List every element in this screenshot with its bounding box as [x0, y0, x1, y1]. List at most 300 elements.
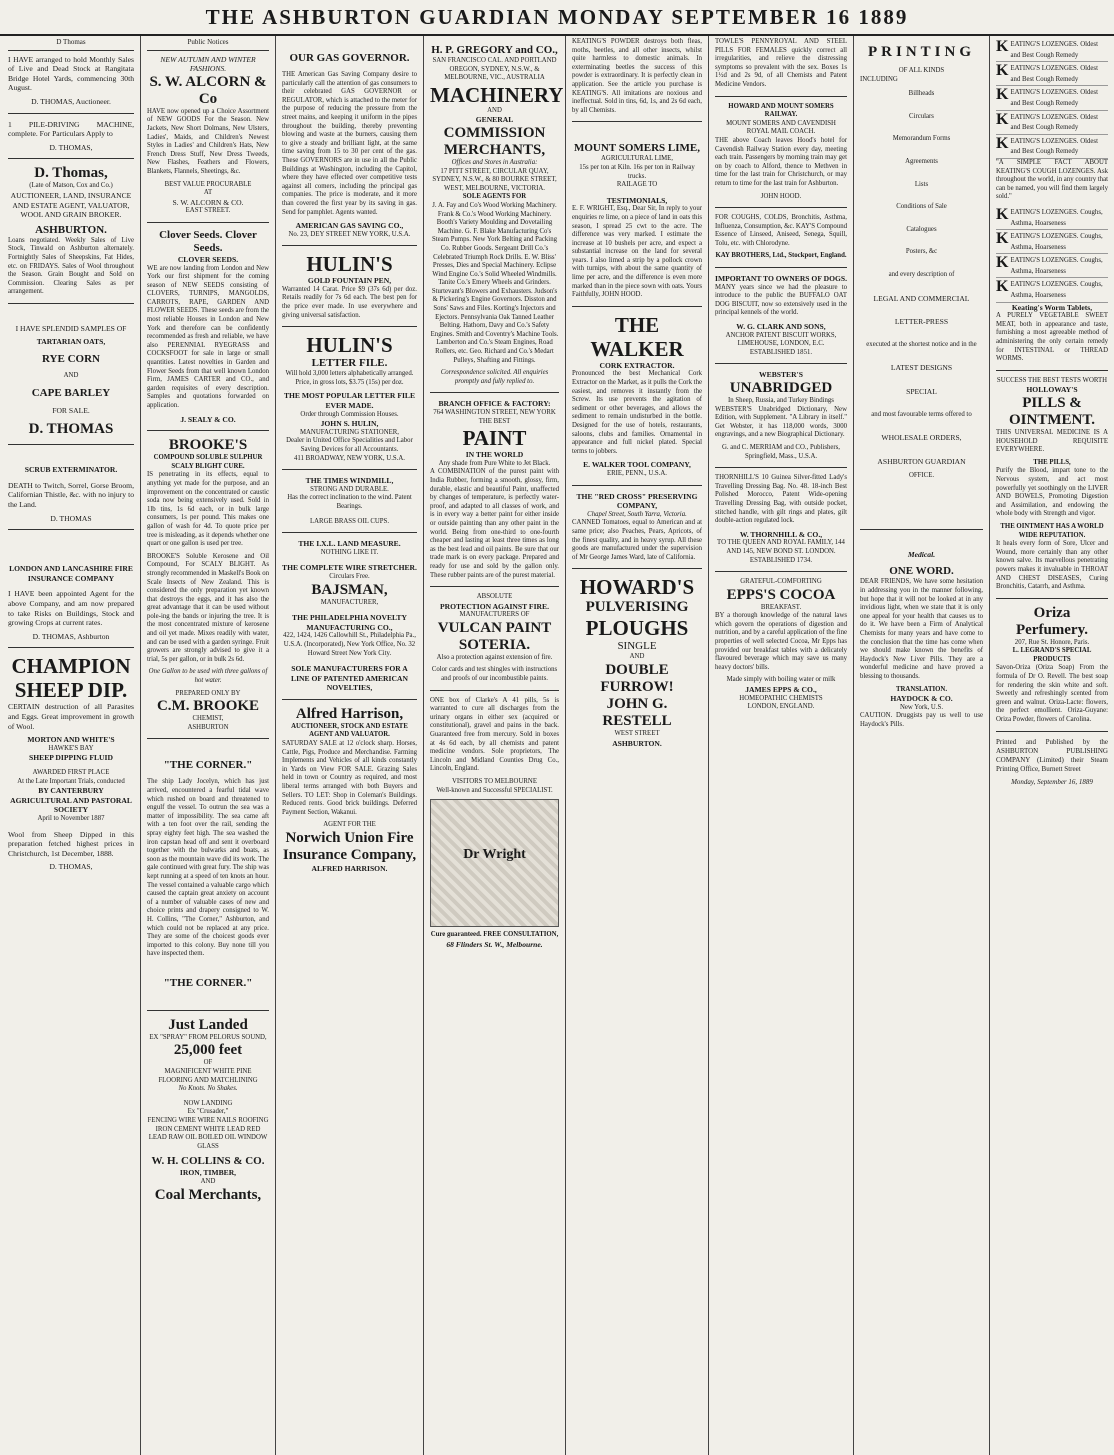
divider — [8, 303, 134, 304]
crusader: Ex "Crusader," — [187, 1108, 229, 1116]
lozenge-text: EATING'S LOZENGES. Oldest and Best Cough Remedy — [1010, 137, 1098, 156]
pen-text: Warranted 14 Carat. Price $9 (37s 6d) per doz. Retails readily for 7s 6d each. The best pen for the price ever made. In use everywhere and giving universal satisfaction. — [282, 285, 417, 319]
wholesale-orders: WHOLESALE ORDERS, — [881, 433, 962, 443]
ashburton: ASHBURTON — [187, 723, 229, 731]
london-england: LONDON, ENGLAND. — [747, 703, 815, 711]
wool-text: Wool from Sheep Dipped in this preparation fetched highest prices in Christchurch, 1st December, 1888. — [8, 829, 134, 858]
ashburton: ASHBURTON. — [612, 738, 662, 748]
divider — [996, 370, 1108, 371]
scrub-signature: D. THOMAS — [50, 513, 92, 523]
column-7 — [854, 36, 990, 1455]
drop-cap-k: K — [996, 134, 1009, 152]
drop-cap-k: K — [996, 86, 1009, 104]
windmill-sub: STRONG AND DURABLE. — [310, 485, 389, 493]
dealer-text: Dealer in United Office Specialities and Labor Saving Devices for all Accountants. — [286, 437, 413, 453]
kay-brothers: KAY BROTHERS, Ltd., Stockport, England. — [715, 252, 847, 260]
of-text: OF — [203, 1059, 213, 1067]
one-word-text: DEAR FRIENDS, We have some hesitation in addressing you in the manner following, but hope that it will not be looked at in any invidious light, when we state that it is only one appeal for your health that causes us to do it. We have been a Firm of Analytical Chemists for many years and have come to the conclusion that the time has come when we should make known the benefits of Haydock's New Liver Pills. They are a wonderful medicine and have proved a blessing to thousands. — [860, 578, 983, 680]
divider — [282, 469, 417, 470]
sales-notice: I HAVE arranged to hold Monthly Sales of Live and Dead Stock at Rangitata Bridge Hotel Yards, commencing 30th August. — [8, 54, 134, 93]
printing-item-8: Posters, &c — [905, 248, 938, 256]
alcorn-name: S. W. ALCORN & CO. — [172, 197, 244, 207]
oriza-text: Savon-Oriza (Oriza Soap) From the formula of Dr O. Revell. The best soap for rendering the skin white and soft. Sweetly and refreshingly scented from green and walnut. Oriza-Lacte: flowers, the perfect emollient. Oriza-Guyane: Oriza Powder, flowers of Carolina. — [996, 664, 1108, 724]
wire-stretcher: THE COMPLETE WIRE STRETCHER. — [282, 563, 417, 573]
thomas-trades: AUCTIONEER, LAND, INSURANCE AND ESTATE AGENT, VALUATOR, WOOL AND GRAIN BROKER. — [10, 190, 132, 220]
oriza-heading: Oriza Perfumery. — [1015, 604, 1089, 638]
latest-designs: LATEST DESIGNS — [890, 363, 953, 373]
trials: At the Late Important Trials, conducted — [17, 777, 125, 785]
lozenge-text: EATING'S LOZENGES. Coughs, Asthma, Hoarseness — [1010, 208, 1103, 227]
cape-barley: CAPE BARLEY — [31, 386, 111, 399]
thornhill-company: W. THORNHILL & CO., — [739, 529, 823, 539]
popular-text: THE MOST POPULAR LETTER FILE EVER MADE. — [283, 391, 416, 411]
howards-heading: HOWARD'S — [579, 575, 695, 600]
agents-list: J. A. Fay and Co's Wood Working Machinery. Frank & Co.'s Wood Working Machinery. Booth's Variety Moulding and Dovetailing Machine. G. F. Blake Manufacturing Co's Steam Pumps. New York Belting and Packing Co. Rubber Goods. Sergeant Drill Co.'s Celebrated Triumph Rock Drills. E. W. Bliss' Presses, Dies and Special Machinery. Eclipse Wind Engine Co.'s Solid Wheeled Windmills. Tanite Co.'s Emery Wheels and Grinders. Sturtevant's Blowers and Exhausters. Judson's & Pickering's Engine Governors. Disston and Sons' Saws and Files. Korting's Injectors and Ejectors. Pennsylvania Oak Tanned Leather Belting. Hathorn, Davy and Co.'s Safety Engines. Smith and Coventry's Machine Tools. Lamberton and Co.'s Steam Engines, Road Rollers, etc. Geo. Richard and Co.'s Medart Pulleys, Shafting and Fittings. — [430, 201, 559, 364]
brooke-text: IS penetrating in its effects, equal to anything yet made for the purpose, and an improvement on the concentrated or caustic soda now being extensively used. Sold in 1lb tins, 1s 6d each, or in bulk large consumers, 1s per pound. This makes one gallon of wash for 4d. To quote price per tree is misleading, as it depends whether one quart or one gallon is used per tree. — [147, 471, 269, 548]
trial-date: April to November 1887 — [37, 814, 105, 822]
paint-text: A COMBINATION of the purest paint with India Rubber, forming a smooth, glossy, firm, durable, elastic and beautiful Paint, unaffected by changes of temperature, is perfectly water-proof, and adapted to all classes of work, and is in every way a better paint for either inside or outside painting than any other paint in the world. Being from one-third to one-fourth cheaper and lasting at least three times as long as the best lead and oil paints. Be sure that our trade mark is on every package. Prepared and ready for use and sold by the gallon only. These rubber paints are of the purest material. — [430, 468, 559, 579]
and-text: AND — [487, 106, 502, 114]
novelty-address: 422, 1424, 1426 Callowhill St., Philadelphia Pa., U.S.A. (Incorporated), New York Office, No. 32 Howard Street New York City. — [283, 632, 416, 657]
drop-cap-k: K — [996, 230, 1009, 248]
brooke-text-2: BROOKE'S Soluble Kerosene and Oil Compound, For SCALY BLIGHT. As strongly recommended in Maskell's Book on Scale Insects of New Zealand. This is considered the only preparation yet known that destroys the eggs, and it has also the great advantage that it can be used without pole-ing the bands or injuring the tree. It is the most concentrated mixture of kerosene and oil yet made. Mixes readily with water, and can be used with a garden syringe. Fruit growers are strongly advised to give it a trial, 5s per gallon, or in bulk 2s 6d. — [147, 552, 269, 663]
also-protection: Also a protection against extension of fire. — [436, 653, 553, 661]
thornhill-address: TO THE QUEEN AND ROYAL FAMILY, 144 AND 145, NEW BOND ST. LONDON. — [717, 539, 845, 555]
column-6 — [709, 36, 854, 1455]
one-word-heading: ONE WORD. — [889, 565, 954, 578]
specialist-signature: Dr Wright — [463, 847, 526, 863]
column-2 — [141, 36, 276, 1455]
flinders-address: 68 Flinders St. W., Melbourne. — [446, 939, 543, 949]
column-header: D Thomas — [8, 38, 134, 51]
thornhill-text: THORNHILL'S 10 Guinea Silver-fitted Lady's Travelling Dressing Bag. No. 48. 18-inch Best Polished Morocco, Patent Wide-opening Travelling Dressing Bag, with outside pocket, stitched handle, with gilt rings and plates, gilt double-action regulated lock. — [715, 474, 847, 525]
printing-item-4: Agreements — [905, 157, 938, 165]
divider — [572, 121, 702, 122]
collins-name: W. H. COLLINS & CO. — [151, 1155, 265, 1168]
divider — [282, 245, 417, 246]
lozenge-ad — [996, 206, 1108, 230]
goods-list: FENCING WIRE WIRE NAILS ROOFING IRON CEMENT WHITE LEAD RED LEAD RAW OIL BOILED OIL WINDOW GLASS — [147, 1117, 269, 1150]
hawkes-bay: HAWKE'S BAY — [48, 744, 94, 752]
limehouse: LIMEHOUSE, LONDON, E.C. — [737, 340, 825, 348]
harrison-heading: Alfred Harrison, — [295, 705, 404, 722]
walker-heading: THE WALKER — [590, 312, 684, 361]
knots-text: No Knots. No Shakes. — [178, 1085, 238, 1093]
corner-heading-2: "THE CORNER." — [163, 976, 253, 989]
column-3 — [276, 36, 424, 1455]
epps-text: BY a thorough knowledge of the natural laws which govern the operations of digestion and nutrition, and by a careful application of the fine properties of well selected Cocoa, Mr Epps has provided our breakfast tables with a delicately flavoured beverage which may save us many heavy doctors' bills. — [715, 612, 847, 671]
walker-company: E. WALKER TOOL COMPANY, — [583, 460, 691, 470]
pile-signature: D. THOMAS, — [49, 142, 93, 152]
divider — [430, 392, 559, 393]
red-cross-text: CANNED Tomatoes, equal to American and at same price; also Peaches, Pears, Apricots, of the finest quality, and in heavy syrup. All these goods are manufactured under the supervision of Mr George James Ward, late of California. — [572, 519, 702, 561]
lozenge-ad — [996, 111, 1108, 135]
restell-name: JOHN G. RESTELL — [602, 695, 672, 729]
manufacturing-stationer: MANUFACTURING STATIONER, — [299, 428, 400, 436]
dateline: Monday, September 16, 1889 — [1011, 777, 1093, 786]
lozenge-text: EATING'S LOZENGES. Oldest and Best Cough Remedy — [1010, 89, 1098, 107]
the-best: THE BEST — [478, 417, 511, 425]
drop-cap-k: K — [996, 38, 1009, 55]
lozenge-ad — [996, 86, 1108, 110]
haydock-company: HAYDOCK & CO. — [890, 694, 953, 704]
commission-merchants: COMMISSION MERCHANTS, — [443, 124, 546, 158]
cure-guaranteed: Cure guaranteed. FREE CONSULTATION, — [430, 931, 559, 939]
divider — [430, 690, 559, 691]
dipping-fluid: SHEEP DIPPING FLUID — [29, 753, 113, 763]
alcorn-text: HAVE now opened up a Choice Assortment of NEW GOODS For the Season. New Jackets, New Short Dolmans, New Ulsters, Ladies', Maids, and Children's Newest Styles in Ladies' and Children's Hats, New French Dress Stuff, New Dress Tweeds, New Flashes, Feathers and Flowers, Blankets, Flannels, Sheetings, &c. — [147, 107, 269, 175]
awarded: AWARDED FIRST PLACE — [32, 768, 110, 776]
brooke-heading: BROOKE'S — [168, 437, 248, 454]
agent-for: AGENT FOR THE — [323, 821, 376, 829]
paint-heading: PAINT — [462, 426, 527, 451]
made-simply: Made simply with boiling water or milk — [726, 676, 836, 684]
divider — [282, 532, 417, 533]
lozenge-text: EATING'S LOZENGES. Coughs, Asthma, Hoarseness — [1010, 257, 1103, 275]
alcorn-heading: S. W. ALCORN & Co — [149, 73, 267, 107]
coach-text: THE above Coach leaves Hood's hotel for Cavendish Railway Station every day, meeting each train. Passengers by morning train may get on by coach to Alford, thence to Methven in time for the last train for Christchurch, or may return to time for the last train for Ashburton. — [715, 136, 847, 187]
manufacturer: MANUFACTURER, — [320, 598, 379, 606]
east-street: EAST STREET. — [185, 207, 231, 215]
clark-sons: W. G. CLARK AND SONS, — [736, 322, 826, 332]
patented-novelties: SOLE MANUFACTURERS FOR A LINE OF PATENTED AMERICAN NOVELTIES, — [291, 664, 408, 693]
divider — [8, 647, 134, 648]
divider — [147, 738, 269, 739]
lozenge-text: EATING'S LOZENGES. Oldest and Best Cough Remedy — [1010, 41, 1098, 59]
fire-protection: PROTECTION AGAINST FIRE. — [440, 601, 549, 611]
absolute: ABSOLUTE — [476, 593, 513, 601]
gregory-heading: H. P. GREGORY and CO., — [431, 44, 558, 56]
vulcan-paint: VULCAN PAINT — [437, 619, 552, 636]
hulins-heading-2: HULIN'S — [306, 333, 393, 358]
coach-heading: HOWARD AND MOUNT SOMERS RAILWAY. — [728, 102, 834, 119]
machinery-heading: MACHINERY — [430, 82, 564, 107]
clarke-pills: ONE box of Clarke's A 41 pills, 5s is warranted to cure all discharges from the urinary organs in either sex (acquired or constitutional), gravel and pains in the back. Guaranteed free from mercury. Sold in boxes at 4s 6d each, by all chemists and patent medicine vendors. Sole proprietors, The Lincoln and Midland Counties Drug Co., Lincoln, England. — [430, 696, 559, 773]
lozenge-ad — [996, 254, 1108, 278]
soteria: SOTERIA. — [458, 636, 531, 653]
paint-shade: Any shade from Pure White to Jet Black. — [438, 459, 551, 467]
drop-cap-k: K — [996, 62, 1009, 80]
divider — [572, 485, 702, 486]
ploughs: PLOUGHS — [585, 616, 689, 641]
printing-item-7: Catalogues — [906, 225, 937, 233]
divider — [572, 568, 702, 569]
lozenge-ad — [996, 62, 1108, 86]
divider — [715, 363, 847, 364]
novelty-company: THE PHILADELPHIA NOVELTY MANUFACTURING CO., — [292, 613, 407, 632]
printed-by: Printed and Published by the ASHBURTON PUBLISHING COMPANY (Limited) their Steam Printing Office, Burnett Street — [996, 737, 1108, 773]
divider — [860, 529, 983, 530]
visitors-melbourne: VISITORS TO MELBOURNE — [452, 778, 537, 785]
single: SINGLE — [617, 640, 657, 653]
drop-cap-k: K — [996, 254, 1009, 272]
divider — [282, 326, 417, 327]
pills-ointment: PILLS & OINTMENT. — [1009, 395, 1095, 428]
lime-sub: AGRICULTURAL LIME, — [601, 155, 673, 163]
divider — [147, 430, 269, 431]
lime-heading: MOUNT SOMERS LIME, — [573, 142, 700, 155]
and-text: AND — [629, 653, 645, 661]
james-epps: JAMES EPPS & CO., — [745, 685, 817, 695]
established: ESTABLISHED 1851. — [749, 348, 813, 356]
column-1 — [2, 36, 141, 1455]
corner-text: The ship Lady Jocelyn, which has just arrived, encountered a fearful tidal wave which rushed on board and threatened to engulf the vessel. To outrun the sea was a matter of impossibility. The sea came aft with a ten foot over the rail, sending the spray eighty feet high. The sea washed the iron capstan head off and sent it overboard together with the bulwarks and boats, as soon as the mountain wave did its work. The gale continued with great fury. The ship was kept running at a speed of ten knots an hour. The vessel contained a valuable cargo which caused the captain great anxiety on account of a number of valuable cases of new and choice prints and drapery consigned to W. H. Collins, "The Corner," Ashburton, and which could not be replaced at any price. They are some of the choicest goods ever imported to this colony. Buy none till you have inspected them. — [147, 778, 269, 958]
of-all-kinds: OF ALL KINDS — [898, 67, 945, 74]
coach-sub: MOUNT SOMERS AND CAVENDISH ROYAL MAIL COACH. — [726, 119, 836, 136]
clover-text: WE are now landing from London and New York our first shipment for the coming season of NEW SEEDS consisting of CLOVERS, TURNIPS, MANGOLDS, CARROTS, RAPE, GARDEN AND FLOWER SEEDS. These seeds are from the most reliable Houses in London and New York and therefore can be confidently recommended as fresh and reliable, we have also PERENNIAL RYEGRASS and COCKSFOOT for sale in large or small quantities. Latest novelties in Garden and Flower Seeds from that well known London Firm, JAMES CARTER and CO., and garden requisites of every description. Samples and quotations forwarded on application. — [147, 264, 269, 409]
legal-commercial: LEGAL AND COMMERCIAL — [873, 293, 970, 303]
lozenge-ad — [996, 278, 1108, 302]
pine-text: MAGNIFICENT WHITE PINE FLOORING AND MATCHLINING — [158, 1068, 258, 1084]
gas-address: No. 23, DEY STREET NEW YORK, U.S.A. — [288, 230, 411, 238]
divider — [147, 1010, 269, 1011]
letter-text: Will hold 3,000 letters alphabetically arranged. Price, in gross lots, $3.75 (15s) per doz. — [285, 370, 414, 386]
offices-text: Offices and Stores in Australia: — [451, 158, 538, 166]
in-the-world: IN THE WORLD — [465, 450, 524, 460]
dip-text: CERTAIN destruction of all Parasites and Eggs. Great improvement in growth of Wool. — [8, 702, 134, 731]
gregory-sub: SAN FRANCISCO CAL. AND PORTLAND OREGON, SYDNEY, N.S.W., & MELBOURNE, VIC., AUSTRALIA — [432, 57, 557, 82]
drop-cap-k: K — [996, 110, 1009, 128]
ointment-text: It heals every form of Sore, Ulcer and Wound, more certainly than any other known salve. Its marvellous penetrating powers makes it invaluable in THROAT AND CHEST DISEASES, Curing Bronchitis, Catarrh, and Asthma. — [996, 540, 1108, 591]
ointment-heading: THE OINTMENT HAS A WORLD WIDE REPUTATION. — [1000, 522, 1104, 539]
landed-sub: EX "SPRAY" FROM PELORUS SOUND, — [149, 1033, 267, 1041]
thomas-subtitle: (Late of Matson, Cox and Co.) — [29, 182, 113, 190]
lozenge-ad — [996, 38, 1108, 62]
gas-text: THE American Gas Saving Company desire to particularly call the attention of gas consumers to their celebrated GAS GOVERNOR or REGULATOR, which is attached to the meter for the purpose of reducing the pressure from the street mains, and keeping it uniform in the pipes throughout the building, thereby preventing blowing and waste at the burners, causing them to give a steady and brilliant light, at the same time saving from 15 to 30 per cent of the gas. These GOVERNORS are in use in all the Public Buildings at Washington, including the Capitol, where they have effected over competitive tests against all comers, including the principal gas companies. The price is moderate, and it more than covered the first year by its saving in gas. Send for pamphlet. Agents wanted. — [282, 71, 417, 216]
drop-cap-k: K — [996, 205, 1009, 223]
divider — [8, 158, 134, 159]
walker-text: Pronounced the best Mechanical Cork Extractor on the Market, as it pulls the Cork the easiest, and removes it instantly from the Screw. Its use prevents the agitation of sediment or other beverages, and allows the sediment to remain undisturbed in the bottle. Designed for the use of hotels, restaurants, saloons, clubs and families. Ornamental in appearance and full nickel plated. Special terms to jobbers. — [572, 370, 702, 455]
windmill-text: Has the correct inclination to the wind. Patent Bearings. — [287, 494, 412, 510]
circulars-free: Circulars Free. — [329, 572, 370, 580]
sealy-name: J. SEALY & CO. — [180, 414, 236, 424]
and-text: AND — [63, 372, 79, 380]
clover-heading: Clover Seeds. Clover Seeds. — [159, 228, 257, 254]
correspondence: Correspondence solicited. All enquiries promptly and fully replied to. — [440, 369, 549, 385]
scrub-text: DEATH to Twitch, Sorrel, Gorse Broom, Californian Thistle, &c. with no injury to the Land. — [8, 480, 134, 510]
oil-cups: LARGE BRASS OIL CUPS. — [309, 517, 390, 525]
branch-office: BRANCH OFFICE & FACTORY: — [438, 399, 551, 409]
lozenge-ad — [996, 230, 1108, 254]
harrison-text: SATURDAY SALE at 12 o'clock sharp. Horses, Cattle, Pigs, Produce and Merchandise. Farming Implements and Vehicles of all kinds constantly in Yards on View FOR SALE. Grazing Sales held in town or Country as required, and most liberal terms arranged with both Buyers and Sellers. TO LET: Shop in Coleman's Buildings. Reduced rents. Good brick buildings. Deferred Payment Section, Wakanui. — [282, 740, 417, 816]
manufacturers-of: MANUFACTURERS OF — [459, 611, 530, 619]
morton-white: MORTON AND WHITE'S — [27, 735, 115, 745]
divider — [715, 571, 847, 572]
medical-heading: Medical. — [907, 549, 936, 559]
keating-fact: "A SIMPLE FACT ABOUT KEATING'S COUGH LOZENGES. Ask throughout the world, in any country that can be named, you will find them largely sold." — [996, 158, 1108, 201]
divider — [8, 529, 134, 530]
feet-count: 25,000 feet — [173, 1042, 243, 1059]
divider — [996, 731, 1108, 732]
printing-heading: PRINTING — [867, 44, 975, 60]
alfred-harrison: ALFRED HARRISON. — [311, 864, 388, 873]
dthomas-name: D. THOMAS — [28, 421, 114, 438]
railage: RAILAGE TO — [616, 181, 658, 189]
office: OFFICE. — [908, 472, 935, 480]
divider — [430, 586, 559, 587]
column-5 — [566, 36, 709, 1455]
red-cross-address: Chapel Street, South Yarra, Victoria. — [587, 510, 687, 518]
hulins-heading: HULIN'S — [306, 252, 393, 277]
lozenge-ad — [996, 135, 1108, 159]
oriza-address: 207, Rue St. Honore, Paris. — [1014, 638, 1090, 646]
specialist: Well-known and Successful SPECIALIST. — [436, 786, 553, 794]
masthead: THE ASHBURTON GUARDIAN MONDAY SEPTEMBER 16 1889 — [0, 0, 1114, 36]
samples-heading: I HAVE SPLENDID SAMPLES OF — [15, 323, 127, 333]
every-description: and every description of — [888, 270, 955, 278]
worm-text: A PURELY VEGETABLE SWEET MEAT, both in appearance and taste, furnishing a most agreeable method of administering the only certain remedy for INTESTINAL or THREAD WORMS. — [996, 312, 1108, 363]
gregory-address: 17 PITT STREET, CIRCULAR QUAY, SYDNEY, N.S.W., & 80 BOURKE STREET, WEST, MELBOURNE, VICTORIA. — [432, 167, 557, 192]
coach-signature: JOHN HOOD. — [760, 192, 802, 200]
bajsman: BAJSMAN, — [311, 581, 388, 598]
divider — [715, 96, 847, 97]
gas-company: AMERICAN GAS SAVING CO., — [295, 221, 404, 231]
testimonial-text: E. F. WRIGHT, Esq., Dear Sir, In reply to your enquiries re lime, on a piece of land in oats this season, I spread 25 cwt to the acre. The difference was very marked. I estimate the increase at 10 bushels per acre, and expect a substantial increase on the land for several years. I also limed a strip by a pollock crown with turnips, with about the same quantity of lime per acre, and the difference is even more marked than in the piece sown with oats. Yours Faithfully, JOHN HOOD. — [572, 205, 702, 299]
just-landed: Just Landed — [168, 1016, 248, 1033]
specialist-illustration — [430, 799, 559, 927]
thomas-name: D. Thomas, — [34, 165, 108, 182]
for-sale: FOR SALE. — [52, 405, 90, 415]
fashion-heading: NEW AUTUMN AND WINTER FASHIONS. — [160, 54, 256, 74]
divider — [996, 598, 1108, 599]
column-8 — [990, 36, 1114, 1455]
webster-text: WEBSTER'S Unabridged Dictionary, New Edition, with Supplement. "A Library in itself." Get Webster, it has 118,000 words, 3000 engravings, and a new Biographical Dictionary. — [715, 405, 847, 439]
printing-item-1: Billheads — [908, 90, 935, 98]
oats: TARTARIAN OATS, — [36, 337, 106, 347]
branch-address: 764 WASHINGTON STREET, NEW YORK — [433, 409, 556, 416]
brooke-sub: COMPOUND SOLUBLE SULPHUR SCALY BLIGHT CURE. — [153, 454, 263, 470]
fountain-pen: GOLD FOUNTAIN PEN, — [307, 276, 392, 286]
caution-text: CAUTION. Druggists pay us well to use Haydock's Pills. — [860, 712, 983, 728]
town-name: ASHBURTON. — [35, 223, 107, 236]
cork-extractor: CORK EXTRACTOR. — [599, 360, 675, 370]
translation: TRANSLATION. — [895, 685, 948, 693]
nothing-like-it: NOTHING LIKE IT. — [320, 548, 379, 556]
chemist: CHEMIST, — [192, 715, 224, 723]
walker-address: ERIE, PENN., U.S.A. — [606, 469, 668, 477]
harrison-sub: AUCTIONEER, STOCK AND ESTATE AGENT AND VALUATOR. — [291, 722, 408, 739]
one-gallon: One Gallon to be used with three gallons of hot water. — [148, 668, 268, 685]
grateful-comforting: GRATEFUL-COMFORTING — [740, 578, 822, 586]
divider — [572, 306, 702, 307]
gas-governor-heading: OUR GAS GOVERNOR. — [289, 52, 410, 64]
champion-heading: CHAMPION — [11, 654, 131, 679]
order-text: Order through Commission Houses. — [300, 410, 399, 418]
divider — [8, 113, 134, 114]
divider — [8, 444, 134, 445]
pennyroyal-pills: TOWLE'S PENNYROYAL AND STEEL PILLS FOR FEMALES quickly correct all irregularities, and relieve the distressing symptoms so prevalent with the sex. Boxes 1s 1½d and 2s 9d, of all Chemists and Patent Medicine Vendors. — [715, 38, 847, 88]
oriza-sub: L. LEGRAND'S SPECIAL PRODUCTS — [1012, 647, 1092, 663]
column-4 — [424, 36, 566, 1455]
lime-text: 15s per ton at Kiln. 16s per ton in Railway trucks. — [579, 163, 695, 180]
dogs-text: MANY years since we had the pleasure to introduce to the public the BUFFALO OAT DOG BISCUIT, now so extensively used in the principal kennels of the world. — [715, 283, 847, 317]
merriam: G. and C. MERRIAM and CO., Publishers, Springfield, Mass., U.S.A. — [721, 443, 840, 460]
cm-brooke: C.M. BROOKE — [156, 698, 260, 715]
west-street: WEST STREET — [614, 729, 660, 737]
society: BY CANTERBURY AGRICULTURAL AND PASTORAL SOCIETY — [10, 786, 132, 815]
letter-file: LETTER FILE. — [311, 357, 388, 370]
hulin-address: 411 BROADWAY, NEW YORK, U.S.A. — [294, 454, 405, 462]
divider — [715, 267, 847, 268]
printing-item-2: Circulars — [909, 112, 934, 120]
epps-cocoa: EPPS'S COCOA — [726, 586, 836, 603]
printing-item-5: Lists — [914, 180, 929, 188]
and-text: AND — [200, 1178, 216, 1185]
letter-press: LETTER-PRESS — [894, 317, 949, 327]
coughs-text: FOR COUGHS, COLDS, Bronchitis, Asthma, Influenza, Consumption, &c. KAY'S Compound Essence of Linseed, Aniseed, Senega, Squill, Tolu, etc. with Chlorodyne. — [715, 214, 847, 247]
coal-merchants: Coal Merchants, — [154, 1186, 262, 1203]
hulin-name: JOHN S. HULIN, — [320, 419, 379, 429]
drop-cap-k: K — [996, 278, 1009, 296]
double-furrow: DOUBLE FURROW! — [600, 661, 674, 695]
loans-text: Loans negotiated. Weekly Sales of Live Stock, Tinwald on Ashburton alternately. Fortnightly Sales of Sheepskins, Fat Hides, etc. on FRIDAYS. Sales of Wool throughout the Season. Grain Bought and Sold on Commission. Clearing Sales as per arrangement. — [8, 236, 134, 296]
iron-timber: IRON, TIMBER, — [179, 1168, 237, 1178]
webster-sub: In Sheep, Russia, and Turkey Bindings — [728, 397, 834, 404]
clover-sub: CLOVER SEEDS. — [177, 254, 239, 264]
pile-driving-notice: 1 PILE-DRIVING MACHINE, complete. For Particulars Apply to — [8, 119, 134, 139]
special: SPECIAL — [906, 386, 937, 396]
divider — [715, 207, 847, 208]
pills-text: Purify the Blood, impart tone to the Nervous system, and act most powerfully yet soothingly on the LIVER AND BOWELS, Promoting Digestion and Assimilation, and endowing the whole body with Strength and vigor. — [996, 467, 1108, 518]
webster-heading: WEBSTER'S — [759, 370, 803, 380]
scrub-heading: SCRUB EXTERMINATOR. — [24, 465, 118, 475]
lozenge-text: EATING'S LOZENGES. Coughs, Asthma, Hoarseness — [1010, 233, 1103, 251]
rye-corn: RYE CORN — [42, 353, 100, 366]
lozenge-text: EATING'S LOZENGES. Oldest and Best Cough Remedy — [1010, 113, 1098, 132]
insurance-text: I HAVE been appointed Agent for the above Company, and am now prepared to take Risks on Buildings, Stock and growing Crops at current rates. — [8, 589, 134, 628]
prepared-by: PREPARED ONLY BY — [175, 689, 241, 697]
homeopathic: HOMEOPATHIC CHEMISTS — [739, 694, 823, 702]
sole-agents: SOLE AGENTS FOR — [462, 193, 527, 201]
holloway: HOLLOWAY'S — [1026, 385, 1078, 395]
lozenge-text: EATING'S LOZENGES. Oldest and Best Cough Remedy — [1010, 65, 1098, 83]
general-text: GENERAL — [475, 115, 514, 125]
guardian-name: ASHBURTON GUARDIAN — [877, 456, 966, 466]
pulverising: PULVERISING — [585, 599, 689, 616]
success-tests: SUCCESS THE BEST TESTS WORTH — [996, 376, 1108, 384]
printing-item-3: Memorandum Forms — [892, 135, 951, 143]
sheep-dip-heading: SHEEP DIP. — [14, 678, 128, 703]
ixl-heading: THE I.X.L. LAND MEASURE. — [298, 539, 401, 549]
divider — [147, 222, 269, 223]
haydock-address: New York, U.S. — [899, 703, 944, 711]
divider — [715, 467, 847, 468]
color-cards: Color cards and test shingles with instructions and proofs of our incombustible paints. — [431, 666, 558, 683]
red-cross-company: THE "RED CROSS" PRESERVING COMPANY, — [576, 491, 698, 511]
worm-tablets: Keating's Worm Tablets, — [1011, 302, 1093, 312]
now-landing: NOW LANDING — [183, 1099, 233, 1107]
printing-item-6: Conditions of Sale — [896, 203, 947, 211]
wool-signature: D. THOMAS, — [49, 862, 93, 872]
dogs-heading: IMPORTANT TO OWNERS OF DOGS. — [715, 274, 848, 284]
insurance-signature: D. THOMAS, Ashburton — [32, 631, 110, 641]
unabridged: UNABRIDGED — [729, 380, 833, 396]
including: INCLUDING — [860, 75, 898, 83]
column-header: Public Notices — [147, 38, 269, 51]
universal-medicine: THIS UNIVERSAL MEDICINE IS A HOUSEHOLD REQUISITE EVERYWHERE. — [996, 429, 1108, 454]
executed-text: executed at the shortest notice and in the — [866, 340, 977, 348]
insurance-title: LONDON AND LANCASHIRE FIRE INSURANCE COMPANY — [9, 564, 133, 583]
established-1734: ESTABLISHED 1734. — [749, 556, 813, 564]
divider — [282, 699, 417, 700]
best-value: BEST VALUE PROCURABLE — [164, 180, 252, 188]
breakfast: BREAKFAST. — [760, 603, 802, 611]
favourable-terms: and most favourable terms offered to — [871, 410, 972, 418]
testimonials: TESTIMONIALS, — [606, 195, 668, 205]
notice-signature: D. THOMAS, Auctioneer. — [31, 96, 111, 106]
norwich-union: Norwich Union Fire Insurance Company, — [282, 830, 417, 863]
columns — [0, 36, 1114, 1455]
